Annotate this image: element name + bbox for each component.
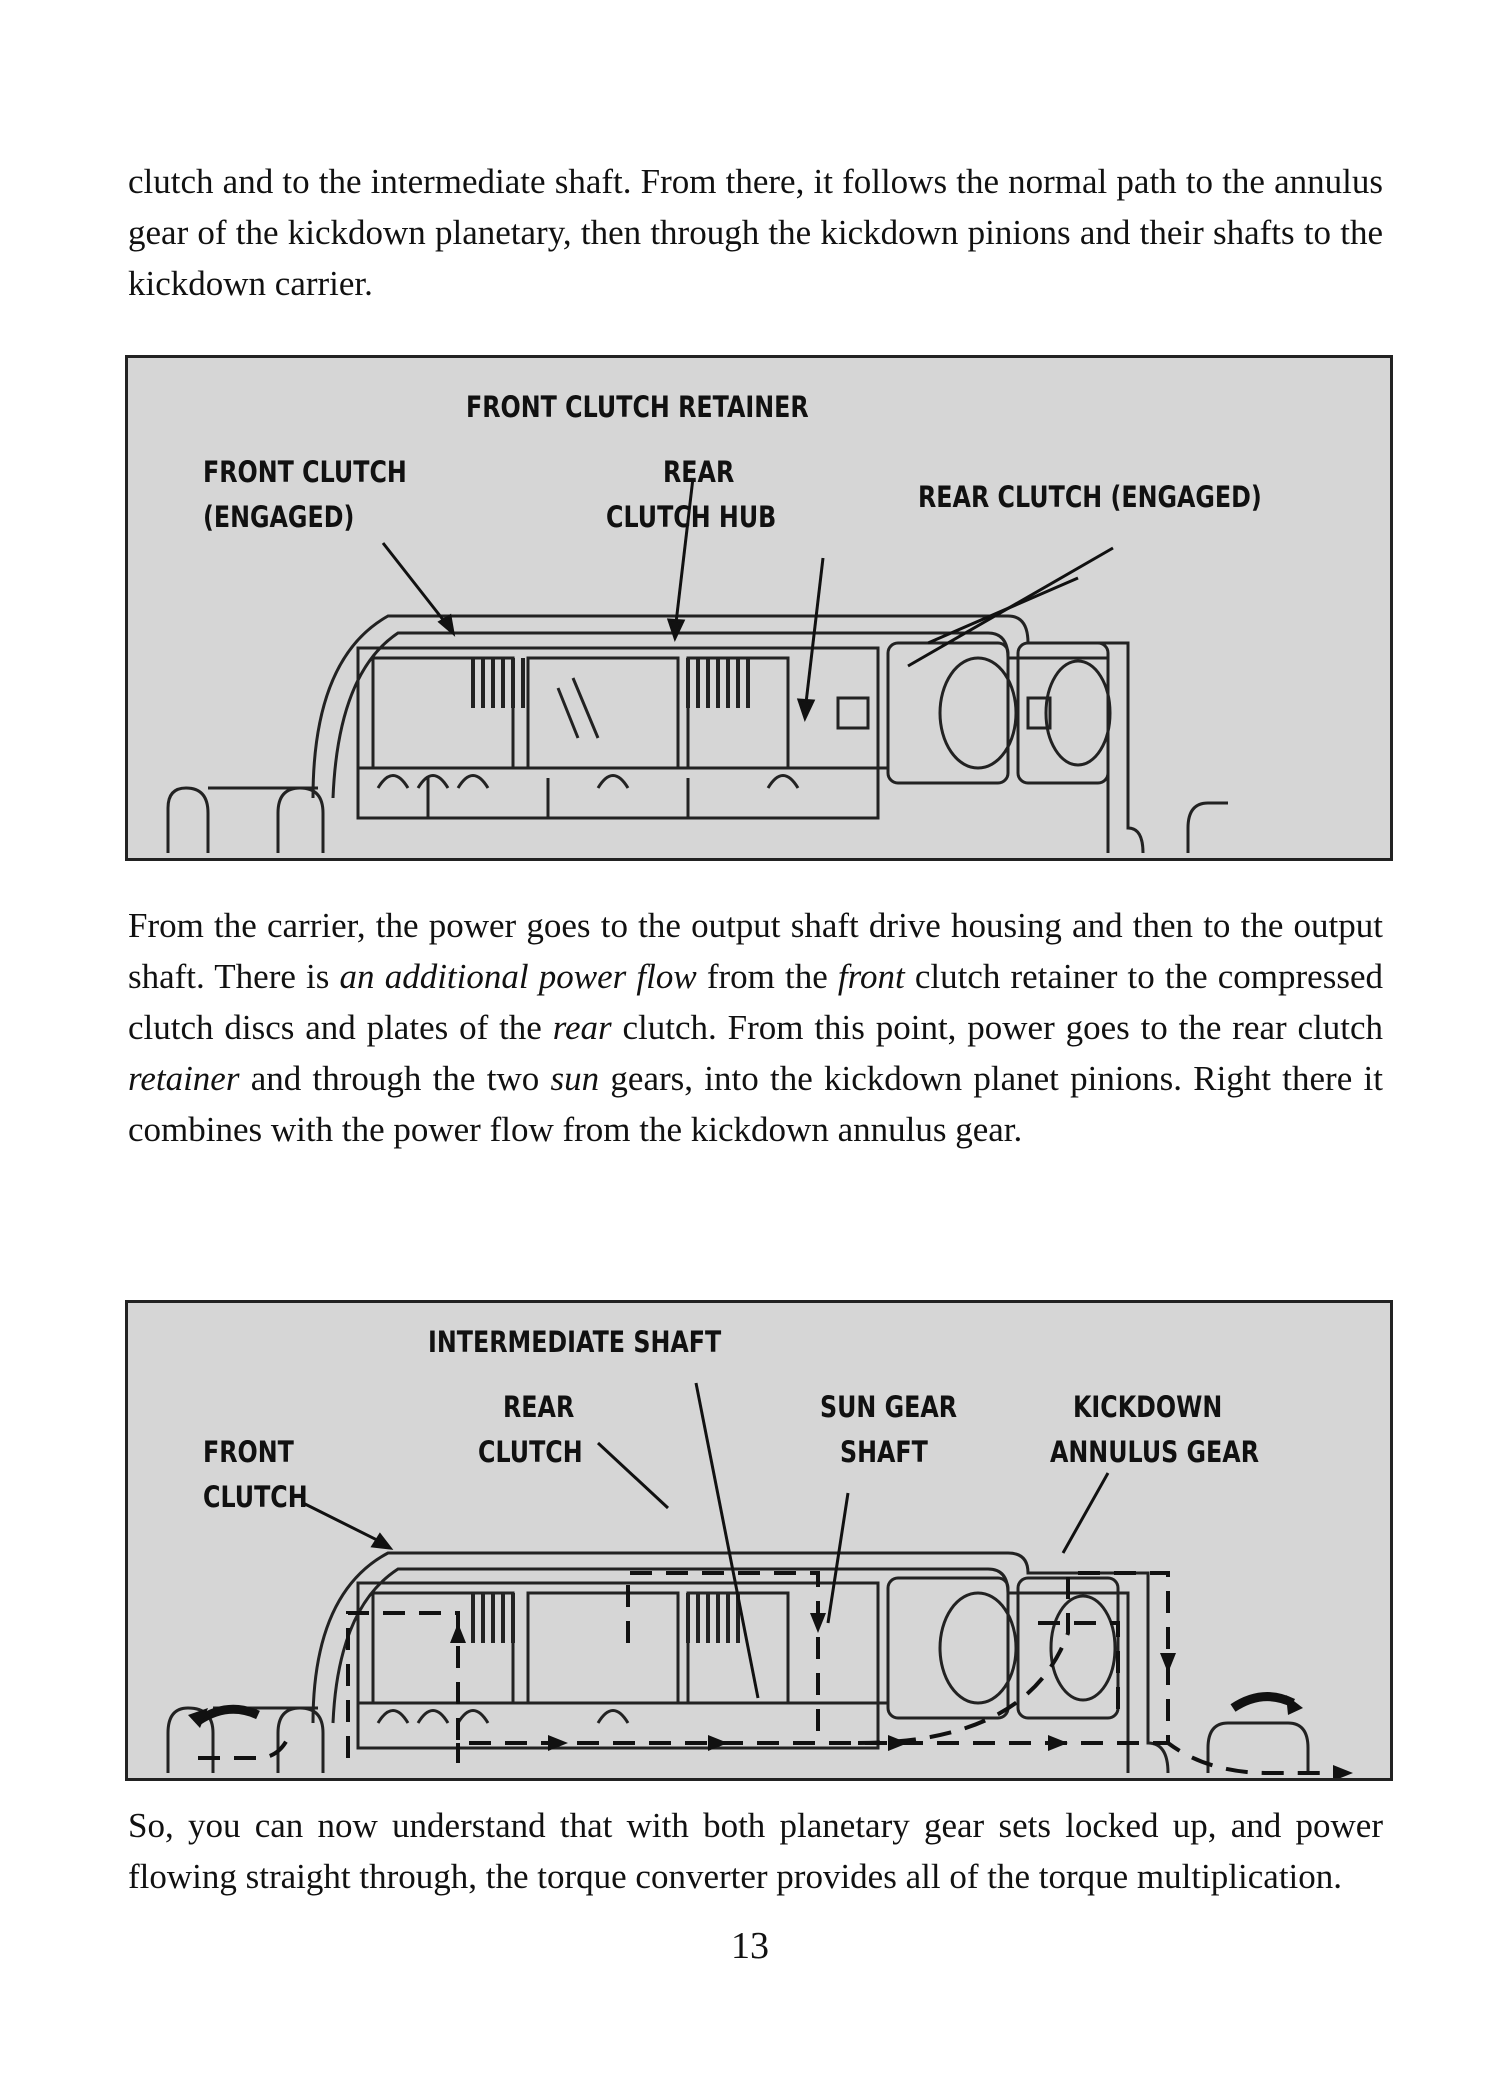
label-rear-clutch-engaged: REAR CLUTCH (ENGAGED) bbox=[918, 480, 1262, 514]
paragraph-3: So, you can now understand that with both planetary gear sets locked up, and power flowing straight through, the torque converter provides all of the torque multiplication. bbox=[128, 1806, 1383, 1896]
paragraph-2-text-f: gears, into the kickdown planet pinions. Right there it combines with the power flow from the kickdown annulus gear. bbox=[128, 1059, 1383, 1149]
page-number: 13 bbox=[731, 1925, 769, 1967]
paragraph-2-emphasis-1: an additional power flow bbox=[339, 957, 697, 996]
label-front-clutch-line2: (ENGAGED) bbox=[203, 500, 355, 534]
label-front-clutch-line2: CLUTCH bbox=[203, 1480, 308, 1514]
figure-1-clutch-diagram bbox=[125, 355, 1393, 861]
label-front-clutch-retainer: FRONT CLUTCH RETAINER bbox=[466, 390, 809, 424]
label-kickdown-line1: KICKDOWN bbox=[1073, 1390, 1223, 1424]
label-intermediate-shaft: INTERMEDIATE SHAFT bbox=[428, 1325, 722, 1359]
paragraph-2-text-e: and through the two bbox=[239, 1059, 551, 1098]
label-front-clutch-line1: FRONT CLUTCH bbox=[203, 455, 407, 489]
label-sun-gear-line2: SHAFT bbox=[840, 1435, 928, 1469]
paragraph-2-emphasis-5: sun bbox=[550, 1059, 600, 1098]
label-rear-clutch-hub-line1: REAR bbox=[663, 455, 735, 489]
label-rear-clutch-hub-line2: CLUTCH HUB bbox=[606, 500, 777, 534]
paragraph-2-emphasis-2: front bbox=[837, 957, 905, 996]
paragraph-2-emphasis-4: retainer bbox=[128, 1059, 240, 1098]
label-sun-gear-line1: SUN GEAR bbox=[820, 1390, 958, 1424]
figure-2-drawing bbox=[128, 1303, 1390, 1778]
label-kickdown-line2: ANNULUS GEAR bbox=[1050, 1435, 1260, 1469]
paragraph-2-text-a: From the carrier, the power goes to the output shaft drive housing and then to the output shaft. There is bbox=[128, 906, 1383, 996]
label-rear-clutch-line2: CLUTCH bbox=[478, 1435, 583, 1469]
paragraph-2-text-b: from the bbox=[696, 957, 838, 996]
figure-1-drawing bbox=[128, 358, 1390, 858]
paragraph-1: clutch and to the intermediate shaft. From there, it follows the normal path to the annulus gear of the kickdown planetary, then through the kickdown pinions and their shafts to the kickdown carrier. bbox=[128, 162, 1383, 303]
figure-2-power-flow-diagram bbox=[125, 1300, 1393, 1781]
paragraph-2-emphasis-3: rear bbox=[552, 1008, 612, 1047]
paragraph-2 bbox=[128, 900, 1383, 1155]
label-front-clutch-line1: FRONT bbox=[203, 1435, 294, 1469]
paragraph-2-text-d: clutch. From this point, power goes to the rear clutch bbox=[611, 1008, 1383, 1047]
paragraph-2-text-c: clutch retainer to the compressed clutch discs and plates of the bbox=[128, 957, 1383, 1047]
label-rear-clutch-line1: REAR bbox=[503, 1390, 575, 1424]
